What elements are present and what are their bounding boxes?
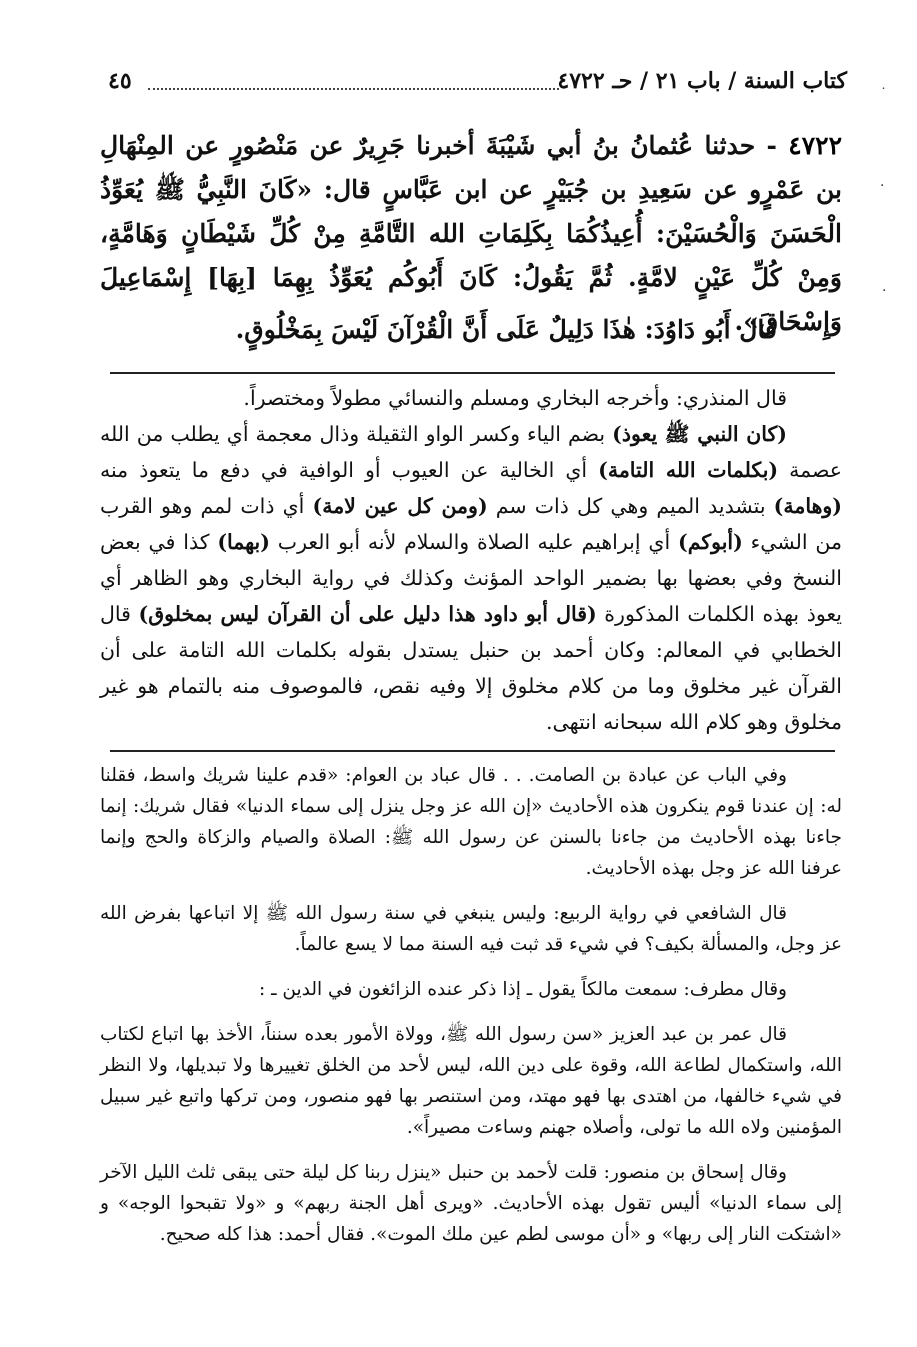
- margin-mark: ·: [880, 178, 885, 194]
- margin-mark: ·: [882, 283, 887, 299]
- footnote-paragraph: قال عمر بن عبد العزيز «سن رسول الله ﷺ، وولاة الأمور بعده سنناً، الأخذ بها اتباع لكتاب الله، واستكمال لطاعة الله، وقوة على دين الله، ليس لأحد من الخلق تغييرها ولا تبديلها، ولا النظر في شيء خالفها، من اهتدى بها فهو مهتد، ومن استنصر بها فهو منصور، ومن تركها واتبع غير سبيل المؤمنين ولاه الله ما تولى، وأصلاه جهنم وساءت مصيراً».: [100, 1024, 842, 1138]
- notes-divider: [110, 750, 835, 752]
- footnote-paragraph: وفي الباب عن عبادة بن الصامت. . . قال عباد بن العوام: «قدم علينا شريك واسط، فقلنا له: إن عندنا قوم ينكرون هذه الأحاديث «إن الله عز وجل ينزل إلى سماء الدنيا» فقال شريك: إنما جاءنا بهذه الأحاديث من جاءنا بالسنن عن رسول الله ﷺ: الصلاة والصيام والزكاة والحج وإنما عرفنا الله عز وجل بهذه الأحاديث.: [100, 765, 842, 879]
- commentary-text: قال الخطابي في المعالم: وكان أحمد بن حنبل يستدل بقوله بكلمات الله التامة على أن القرآن غير مخلوق وما من كلام مخلوق إلا وفيه نقص، فالموصوف منه بالتمام هو غير مخلوق وهو كلام الله سبحانه انتهى.: [100, 602, 842, 734]
- dotted-leader: [148, 88, 559, 90]
- commentary-text: بتشديد الميم وهي كل ذات سم: [487, 494, 774, 518]
- footnotes: [100, 760, 842, 1264]
- page-header: [108, 68, 847, 102]
- page-number: ٤٥: [108, 68, 132, 94]
- commentary-text: أي ذات لمم وهو القرب من الشيء: [100, 494, 842, 554]
- commentary-text: كذا في بعض النسخ وفي بعضها بها بضمير الواحد المؤنث وكذلك في رواية البخاري وهو الظاهر أي يعوذ بهذه الكلمات المذكورة: [100, 530, 843, 626]
- hadith-body: - حدثنا عُثمانُ بنُ أبي شَيْبَةَ أخبرنا جَرِيرٌ عن مَنْصُورٍ عن المِنْهَالِ بن عَمْرٍو عن سَعِيدِ بن جُبَيْرٍ عن ابن عَبَّاسٍ قال: «كَانَ النَّبِيُّ ﷺ يُعَوِّذُ الْحَسَنَ وَالْحُسَيْنَ: أُعِيذُكُمَا بِكَلِمَاتِ الله التَّامَّةِ مِنْ كُلِّ شَيْطَانٍ وَهَامَّةٍ، وَمِنْ كُلِّ عَيْنٍ لامَّةٍ. ثُمَّ يَقُولُ: كَانَ أَبُوكُم يُعَوِّذُ بِهِمَا [بِهَا] إِسْمَاعِيلَ وَإِسْحَاقَ».: [100, 131, 842, 336]
- footnote-paragraph: قال الشافعي في رواية الربيع: وليس ينبغي في سنة رسول الله ﷺ إلا اتباعها بفرض الله عز وجل، والمسألة بكيف؟ في شيء قد ثبت فيه السنة مما لا يسع عالماً.: [100, 903, 842, 955]
- commentary-lemma: (بهما): [217, 530, 270, 554]
- margin-mark: ˙: [880, 86, 887, 102]
- commentary-lemma: (أبوكم): [678, 530, 743, 554]
- commentary-lemma: (قال أبو داود هذا دليل على أن القرآن ليس بمخلوق): [138, 602, 597, 626]
- commentary: [100, 380, 842, 740]
- commentary-explanation: [100, 416, 842, 740]
- commentary-text: أي إبراهيم عليه الصلاة والسلام لأنه أبو العرب: [269, 530, 678, 554]
- abu-dawud-remark: قال أَبُو دَاوُدَ: هٰذَا دَلِيلٌ عَلَى أَنَّ الْقُرْآنَ لَيْسَ بِمَخْلُوقٍ.: [235, 315, 777, 344]
- footnote-paragraph: وقال مطرف: سمعت مالكاً يقول ـ إذا ذكر عنده الزائغون في الدين ـ :: [258, 979, 787, 1000]
- footnote-paragraph: وقال إسحاق بن منصور: قلت لأحمد بن حنبل «ينزل ربنا كل ليلة حتى يبقى ثلث الليل الآخر إلى سماء الدنيا» أليس تقول بهذه الأحاديث. «ويرى أهل الجنة ربهم» و «ولا تقبحوا الوجه» و «اشتكت النار إلى ربها» و «أن موسى لطم عين ملك الموت». فقال أحمد: هذا كله صحيح.: [100, 1162, 842, 1245]
- commentary-mundhiri: قال المنذري: وأخرجه البخاري ومسلم والنسائي مطولاً ومختصراً.: [243, 386, 787, 410]
- commentary-text: بضم الياء وكسر الواو الثقيلة وذال معجمة أي يطلب من الله عصمة: [100, 422, 842, 482]
- commentary-lemma: (ومن كل عين لامة): [312, 494, 488, 518]
- commentary-divider: [110, 372, 835, 374]
- commentary-lemma: (بكلمات الله التامة): [598, 458, 779, 482]
- commentary-text: أي الخالية عن العيوب أو الوافية في دفع ما يتعوذ منه: [100, 458, 599, 482]
- commentary-lemma: (كان النبي ﷺ يعوذ): [612, 422, 787, 446]
- running-title: كتاب السنة / باب ٢١ / حـ ٤٧٢٢: [557, 68, 847, 94]
- commentary-lemma: (وهامة): [773, 494, 842, 518]
- hadith-number: ٤٧٢٢: [788, 131, 842, 160]
